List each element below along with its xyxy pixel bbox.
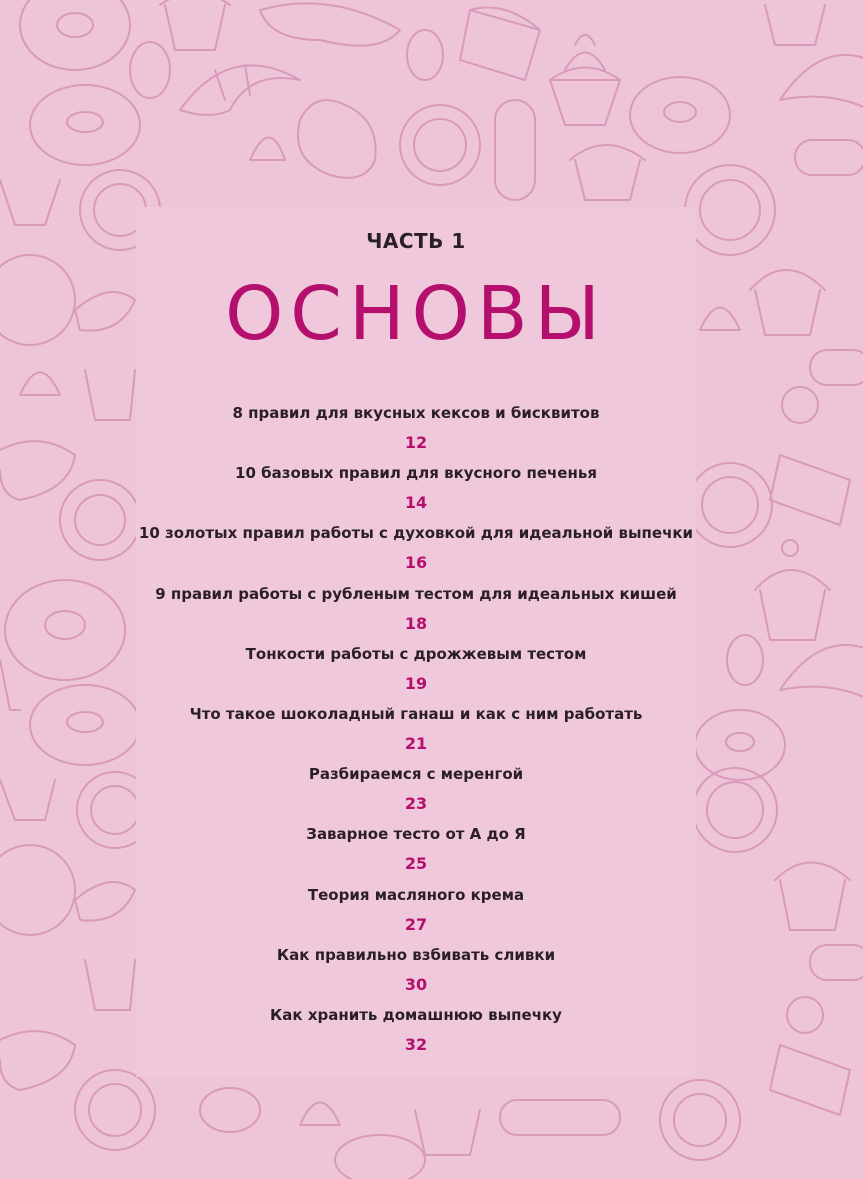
cherry-cupcake-sketch xyxy=(755,540,830,640)
toc-entry-page: 18 xyxy=(404,613,428,633)
toc-entry-page: 25 xyxy=(404,854,428,874)
tart-sketch xyxy=(400,105,480,185)
croissant-sketch xyxy=(180,65,300,115)
eclair-sketch xyxy=(0,1031,75,1090)
toc-entry[interactable] xyxy=(106,461,726,521)
contents-panel xyxy=(136,207,696,1077)
toc-entry-page: 21 xyxy=(404,733,428,753)
eclair-sketch xyxy=(500,1100,620,1135)
tart-sketch xyxy=(75,1070,155,1150)
cupcake-sketch xyxy=(160,0,230,50)
cupcake-sketch xyxy=(0,180,60,225)
toc-entry-title: 8 правил для вкусных кексов и бисквитов xyxy=(232,404,600,422)
roll-sketch xyxy=(75,292,135,331)
cupcake-sketch xyxy=(775,863,850,931)
eclair-sketch xyxy=(795,140,863,175)
donut-sketch xyxy=(335,1135,425,1179)
toc-entry-title: Что такое шоколадный ганаш и как с ним работать xyxy=(189,704,643,723)
bun-sketch xyxy=(130,42,170,98)
toc-entry[interactable] xyxy=(106,642,726,702)
pear-sketch xyxy=(298,100,376,178)
toc-entry-title: 9 правил работы с рубленым тестом для идеальных кишей xyxy=(155,584,677,603)
toc-entry-page: 30 xyxy=(404,974,428,994)
meringue-sketch xyxy=(782,387,818,423)
toc-entry-title: Тонкости работы с дрожжевым тестом xyxy=(245,644,587,663)
donut-sketch xyxy=(630,77,730,153)
eclair-sketch xyxy=(810,350,863,385)
toc-entry[interactable] xyxy=(106,822,726,882)
toc-entry[interactable] xyxy=(106,401,726,461)
cupcake-sketch xyxy=(570,145,645,200)
cake-slice-sketch xyxy=(460,8,540,81)
toc-entry-title: 10 базовых правил для вкусного печенья xyxy=(235,464,597,483)
toc-entry-title: Разбираемся с меренгой xyxy=(308,765,524,784)
tart-sketch xyxy=(660,1080,740,1160)
croissant-sketch xyxy=(780,645,863,700)
swirl-cupcake-sketch xyxy=(550,35,620,125)
shell-sketch xyxy=(700,308,740,331)
shell-sketch xyxy=(300,1103,340,1126)
meringue-sketch xyxy=(787,997,823,1033)
cupcake-sketch xyxy=(415,1110,480,1155)
bun-sketch xyxy=(727,635,763,685)
toc-entry-title: Теория масляного крема xyxy=(307,885,525,904)
toc-entry-page: 32 xyxy=(404,1034,428,1054)
toc-entry[interactable] xyxy=(106,521,726,581)
toc-entry-page: 27 xyxy=(404,914,428,934)
bun-sketch xyxy=(407,30,443,80)
eclair-sketch xyxy=(0,441,75,500)
donut-sketch xyxy=(30,85,140,165)
toc-entry-title: Как правильно взбивать сливки xyxy=(276,945,556,964)
roll-sketch xyxy=(260,3,400,45)
bun-sketch xyxy=(0,255,75,345)
toc-entry[interactable] xyxy=(106,883,726,943)
eclair-sketch xyxy=(810,945,863,980)
croissant-sketch xyxy=(780,55,863,110)
tart-sketch xyxy=(685,165,775,255)
bun-sketch xyxy=(200,1088,260,1132)
toc-entry[interactable] xyxy=(106,762,726,822)
toc-entry[interactable] xyxy=(106,702,726,762)
toc-entry[interactable] xyxy=(106,1003,726,1063)
shell-sketch xyxy=(20,373,60,396)
cupcake-sketch xyxy=(750,270,825,335)
donut-sketch xyxy=(20,0,130,70)
toc-entry-title: 10 золотых правил работы с духовкой для идеальной выпечки xyxy=(138,524,694,543)
toc-entry-page: 14 xyxy=(404,493,428,513)
toc-entry-page: 23 xyxy=(404,794,428,814)
cake-slice-sketch xyxy=(770,455,850,525)
toc-entry-title: Заварное тесто от А до Я xyxy=(306,825,526,844)
table-of-contents xyxy=(106,401,726,1063)
cake-slice-sketch xyxy=(770,1045,850,1115)
toc-entry[interactable] xyxy=(106,943,726,1003)
toc-entry[interactable] xyxy=(106,582,726,642)
cupcake-sketch xyxy=(0,660,20,710)
toc-entry-page: 19 xyxy=(404,673,428,693)
toc-entry-title: Как хранить домашнюю выпечку xyxy=(270,1005,562,1024)
eclair-sketch xyxy=(495,100,535,200)
toc-entry-page: 12 xyxy=(404,433,428,452)
shell-sketch xyxy=(250,138,285,161)
bun-sketch xyxy=(0,845,75,935)
cupcake-sketch xyxy=(0,780,55,820)
section-title: ОСНОВЫ xyxy=(225,271,607,357)
toc-entry-page: 16 xyxy=(404,553,428,573)
cupcake-sketch xyxy=(765,5,825,45)
part-label: ЧАСТЬ 1 xyxy=(366,229,466,253)
